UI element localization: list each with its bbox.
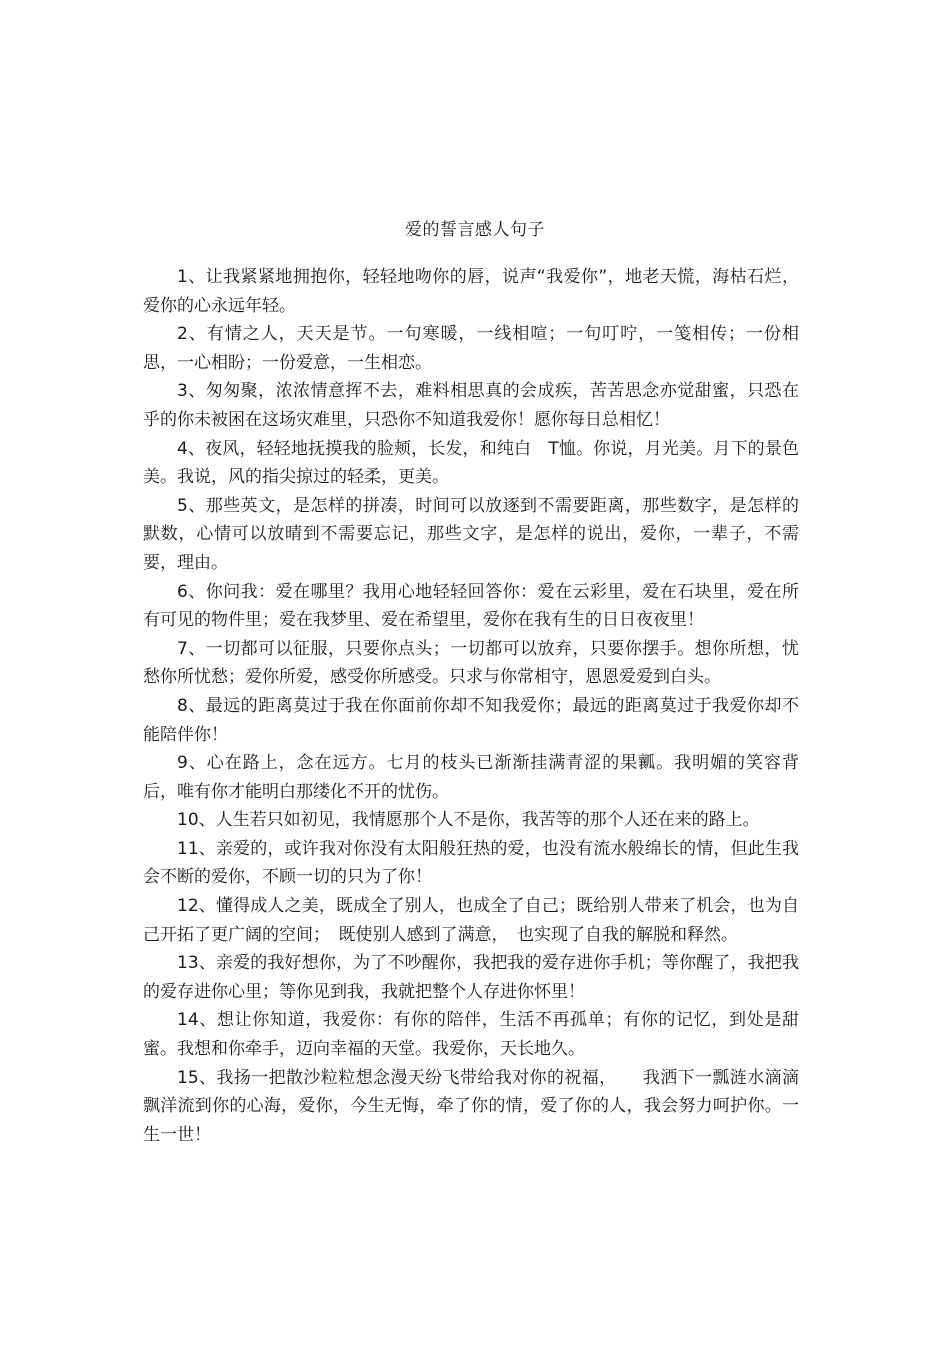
paragraph-11: 11、亲爱的，或许我对你没有太阳般狂热的爱，也没有流水般绵长的情，但此生我会不断的爱你，不顾一切的只为了你！: [143, 838, 799, 888]
paragraph-5: 5、那些英文，是怎样的拼凑，时间可以放逐到不需要距离，那些数字，是怎样的默数，心情可以放晴到不需要忘记，那些文字，是怎样的说出，爱你，一辈子，不需要，理由。: [143, 495, 799, 573]
paragraph-15: 15、我扬一把散沙粒粒想念漫天纷飞带给我对你的祝福， 我洒下一瓢涟水滴滴飘洋流到你的心海，爱你，今生无悔，牵了你的情，爱了你的人，我会努力呵护你。一生一世！: [143, 1067, 799, 1145]
paragraph-7: 7、一切都可以征服，只要你点头；一切都可以放弃，只要你摆手。想你所想，忧愁你所忧愁；爱你所爱，感受你所感受。只求与你常相守，恩恩爱爱到白头。: [143, 638, 799, 688]
paragraph-1: 1、让我紧紧地拥抱你，轻轻地吻你的唇，说声“我爱你”，地老天慌，海枯石烂，爱你的心永远年轻。: [143, 267, 799, 316]
paragraph-6: 6、你问我：爱在哪里？我用心地轻轻回答你：爱在云彩里，爱在石块里，爱在所有可见的物件里；爱在我梦里、爱在希望里，爱你在我有生的日日夜夜里！: [143, 581, 799, 631]
paragraph-12: 12、懂得成人之美，既成全了别人，也成全了自己；既给别人带来了机会，也为自己开拓了更广阔的空间； 既使别人感到了满意， 也实现了自我的解脱和释然。: [143, 896, 799, 945]
paragraph-10: 10、人生若只如初见，我情愿那个人不是你，我苦等的那个人还在来的路上。: [177, 810, 760, 831]
document-body: [143, 263, 799, 1149]
document-title: 爱的誓言感人句子: [405, 220, 545, 240]
paragraph-3: 3、匆匆聚，浓浓情意挥不去，难料相思真的会成疾，苦苦思念亦觉甜蜜，只恐在乎的你未被困在这场灾难里，只恐你不知道我爱你！愿你每日总相忆！: [143, 381, 799, 430]
paragraph-13: 13、亲爱的我好想你，为了不吵醒你，我把我的爱存进你手机；等你醒了，我把我的爱存进你心里；等你见到我，我就把整个人存进你怀里！: [143, 953, 799, 1002]
paragraph-2: 2、有情之人，天天是节。一句寒暖，一线相喧；一句叮咛，一笺相传；一份相思，一心相盼；一份爱意，一生相恋。: [143, 324, 799, 373]
paragraph-4: 4、夜风，轻轻地抚摸我的脸颊，长发，和纯白 T恤。你说，月光美。月下的景色美。我说，风的指尖掠过的轻柔，更美。: [143, 438, 799, 488]
paragraph-9: 9、心在路上，念在远方。七月的枝头已渐渐挂满青涩的果瓤。我明媚的笑容背后，唯有你才能明白那缕化不开的忧伤。: [143, 753, 799, 802]
paragraph-8: 8、最远的距离莫过于我在你面前你却不知我爱你；最远的距离莫过于我爱你却不能陪伴你！: [143, 695, 799, 745]
paragraph-14: 14、想让你知道，我爱你：有你的陪伴，生活不再孤单；有你的记忆，到处是甜蜜。我想和你牵手，迈向幸福的天堂。我爱你，天长地久。: [143, 1010, 799, 1060]
